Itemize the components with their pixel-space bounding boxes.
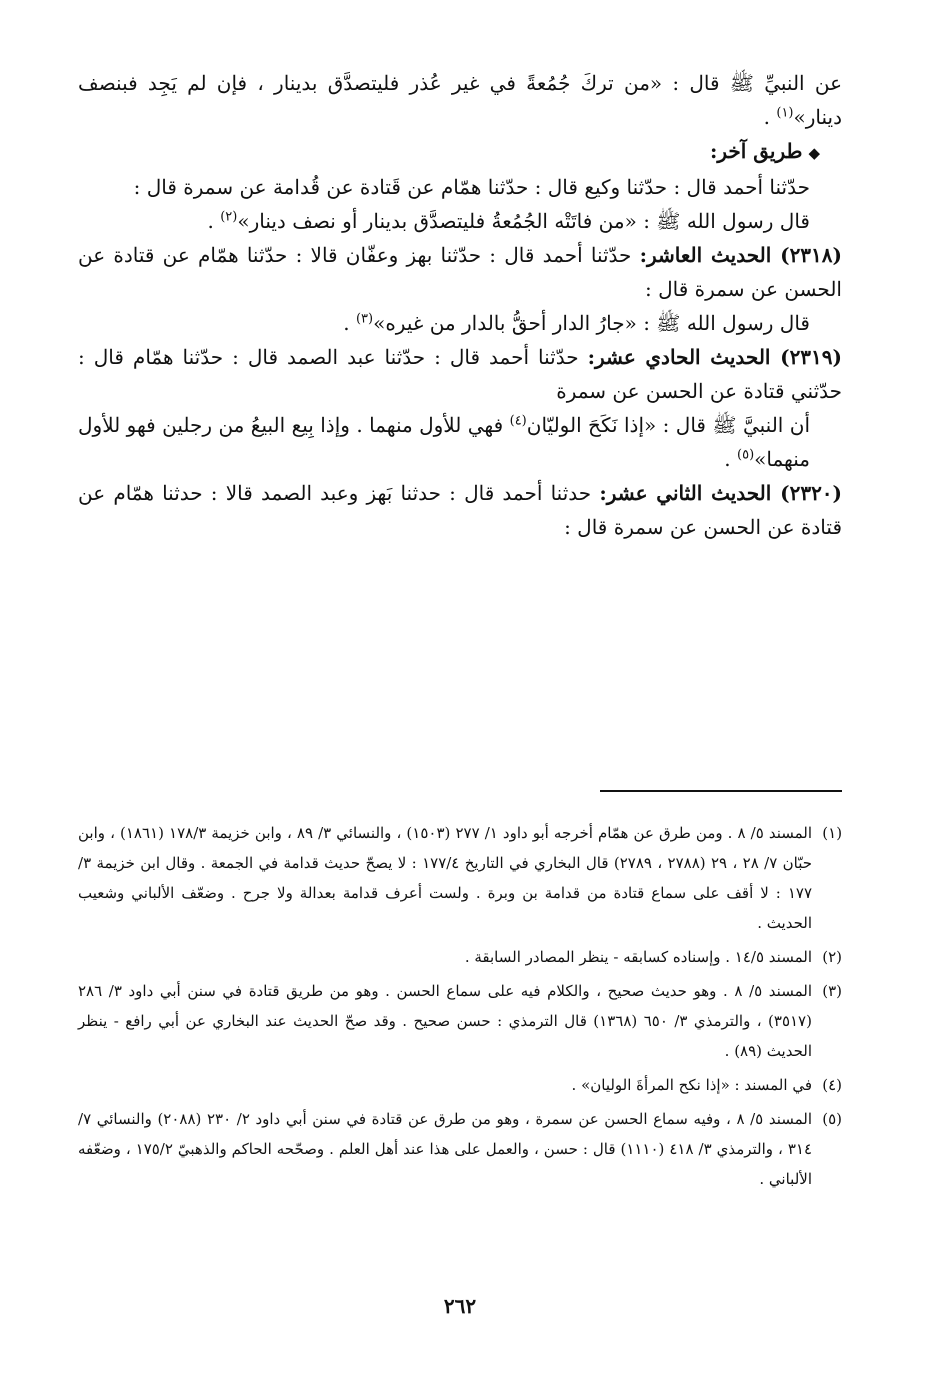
hadith-12-heading: (٢٣٢٠) الحديث الثاني عشر: حدثنا أحمد قال : حدثنا بَهز وعبد الصمد قالا : حدثنا همّام عن قتادة عن الحسن عن سمرة قال : <box>78 481 843 539</box>
footnote-1 <box>78 818 842 938</box>
diamond-bullet-icon: ◆ <box>808 144 820 162</box>
footnote-text: المسند ٥/ ٨ ، وفيه سماع الحسن عن سمرة ، وهو من طرق عن قتادة في سنن أبي داود ٢/ ٢٣٠ (٢٠٨٨) والنسائي ٧/ ٣١٤ ، والترمذي ٣/ ٤١٨ (١١١٠) قال : حسن ، والعمل على هذا عند أهل العلم . وصحّحه الحاكم والذهبيّ ١٧٥/٢ ، وضعّفه الألباني . <box>78 1110 813 1188</box>
footnote-text: المسند ١٤/٥ . وإسناده كسابقه - ينظر المصادر السابقة . <box>464 948 812 966</box>
footnote-number: (٢) <box>822 948 842 966</box>
footnote-ref-5[interactable]: (٥) <box>737 447 755 463</box>
footnotes <box>78 818 842 1198</box>
hadith-11-number: (٢٣١٩) الحديث الحادي عشر: <box>587 345 842 369</box>
book-page <box>78 66 842 1356</box>
paragraph-hadith-continuation: عن النبيِّ ﷺ قال : «من تركَ جُمُعةً في غير عُذر فليتصدَّق بدينار ، فإن لم يَجِد فبنصف دينار»$^{(١)}$ . <box>78 71 842 129</box>
footnote-4 <box>78 1070 842 1100</box>
footnote-divider <box>600 790 842 792</box>
page-number: ٢٦٢ <box>443 1294 477 1318</box>
footnote-number: (٤) <box>822 1076 842 1094</box>
hadith-10-heading: (٢٣١٨) الحديث العاشر: حدّثنا أحمد قال : حدّثنا بهز وعفّان قالا : حدّثنا همّام عن قتادة عن الحسن عن سمرة قال : <box>78 243 842 301</box>
paragraph-matn-guardians: أن النبيَّ ﷺ قال : «إذا نَكَحَ الوليّان$^{(٤)}$ فهي للأول منهما . وإذا بِيع البيعُ من رجلين فهو للأول منهما»$^{(٥)}$ . <box>78 413 810 471</box>
paragraph-matn-neighbor: قال رسول الله ﷺ : «جارُ الدار أحقُّ بالدار من غيره»$^{(٣)}$ . <box>343 311 810 335</box>
main-text <box>78 66 842 544</box>
footnote-3 <box>78 976 842 1066</box>
paragraph-matn-jumuah: قال رسول الله ﷺ : «من فاتَتْه الجُمُعةُ فليتصدَّق بدينار أو نصف دينار»$^{(٢)}$ . <box>207 209 810 233</box>
footnote-ref-2[interactable]: (٢) <box>220 209 238 225</box>
hadith-11-heading: (٢٣١٩) الحديث الحادي عشر: حدّثنا أحمد قال : حدّثنا عبد الصمد قال : حدّثنا همّام قال : حدّثني قتادة عن الحسن عن سمرة <box>78 345 842 403</box>
footnote-number: (٥) <box>822 1110 843 1128</box>
footnote-ref-4[interactable]: (٤) <box>509 413 527 429</box>
section-heading-other-route: ◆طريق آخر: <box>709 139 820 163</box>
paragraph-isnad: حدّثنا أحمد قال : حدّثنا وكيع قال : حدّثنا همّام عن قَتادة عن قُدامة عن سمرة قال : <box>133 175 810 199</box>
footnote-number: (٣) <box>822 982 842 1000</box>
footnote-text: المسند ٥/ ٨ . وهو حديث صحيح ، والكلام فيه على سماع الحسن . وهو من طريق قتادة في سنن أبي داود ٣/ ٢٨٦ (٣٥١٧) ، والترمذي ٣/ ٦٥٠ (١٣٦٨) قال الترمذي : حسن صحيح . وقد صحّ الحديث عند البخاري عن أبي رافع - ينظر الحديث (٨٩) . <box>78 982 812 1060</box>
footnote-2 <box>78 942 842 972</box>
footnote-text: في المسند : «إذا نكح المرأةَ الوليان» . <box>571 1076 812 1094</box>
hadith-12-number: (٢٣٢٠) الحديث الثاني عشر: <box>599 481 843 505</box>
footnote-text: المسند ٥/ ٨ . ومن طرق عن همّام أخرجه أبو داود ١/ ٢٧٧ (١٥٠٣) ، والنسائي ٣/ ٨٩ ، وابن خزيمة ١٧٨/٣ (١٨٦١) ، وابن حبّان ٧/ ٢٨ ، ٢٩ (٢٧٨٨ ، ٢٧٨٩) قال البخاري في التاريخ ١٧٧/٤ : لا يصحّ حديث قدامة في الجمعة . وقال ابن خزيمة ٣/ ١٧٧ : لا أقف على سماع قتادة من قدامة بن وبرة . ولست أعرف قدامة بعدالة ولا جرح . وضعّف الألباني وشعيب الحديث . <box>78 824 813 932</box>
hadith-10-number: (٢٣١٨) الحديث العاشر: <box>639 243 842 267</box>
footnote-ref-1[interactable]: (١) <box>776 105 794 121</box>
footnote-5 <box>78 1104 842 1194</box>
footnote-number: (١) <box>822 824 843 842</box>
footnote-ref-3[interactable]: (٣) <box>355 311 374 327</box>
